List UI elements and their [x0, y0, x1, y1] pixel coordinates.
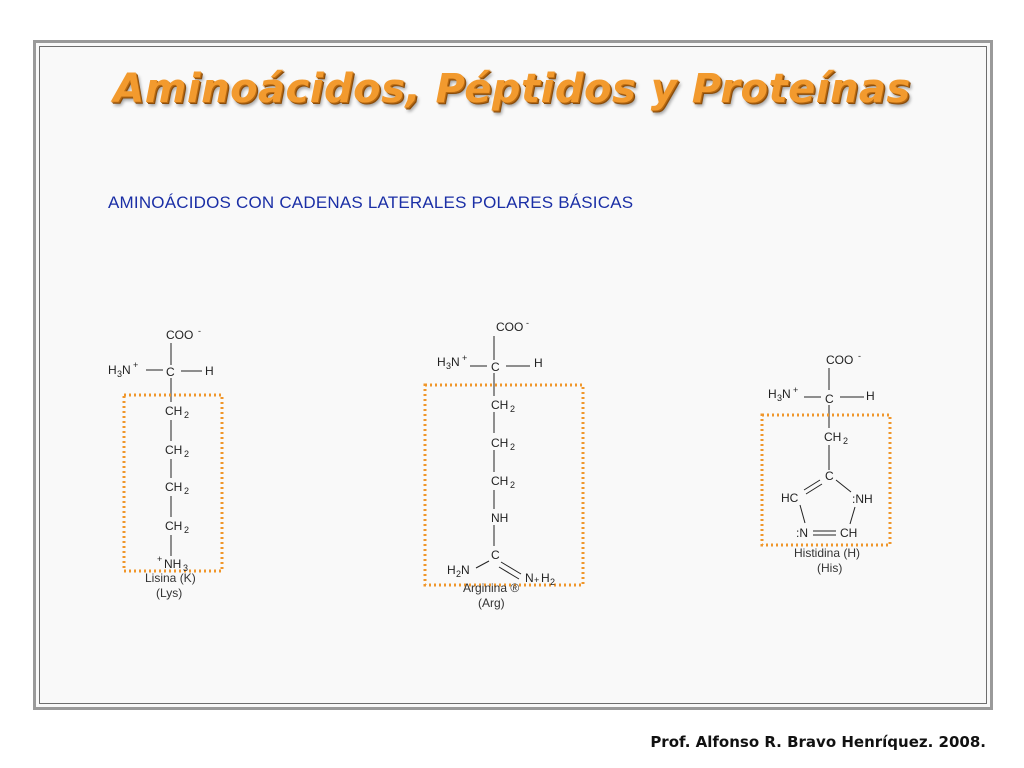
svg-text:-: - — [198, 326, 201, 336]
svg-text:NH: NH — [164, 557, 182, 571]
svg-text:COO: COO — [496, 320, 524, 334]
svg-text:+: + — [157, 554, 163, 564]
svg-text:H: H — [205, 364, 214, 378]
histidina-name: Histidina (H) — [794, 546, 861, 560]
svg-text:CH: CH — [165, 480, 183, 494]
svg-text:COO: COO — [166, 328, 194, 342]
svg-text:2: 2 — [843, 436, 849, 446]
svg-text:H: H — [541, 571, 550, 585]
svg-text:CH: CH — [824, 430, 842, 444]
svg-text:-: - — [858, 351, 861, 361]
svg-text:CH: CH — [165, 519, 183, 533]
svg-text:2: 2 — [184, 525, 190, 535]
svg-text:+: + — [133, 360, 139, 370]
svg-text:C: C — [491, 548, 500, 562]
svg-text:H: H — [768, 387, 777, 401]
svg-text:H: H — [437, 355, 446, 369]
section-subtitle: AMINOÁCIDOS CON CADENAS LATERALES POLARES BÁSICAS — [108, 193, 634, 212]
svg-text:N: N — [122, 363, 131, 377]
svg-text:C: C — [825, 392, 834, 406]
svg-text:N: N — [461, 563, 470, 577]
svg-text:H: H — [866, 389, 875, 403]
svg-text:CH: CH — [165, 443, 183, 457]
svg-text:3: 3 — [183, 563, 189, 573]
lisina-abbr: (Lys) — [156, 586, 183, 600]
svg-text:+: + — [793, 385, 799, 395]
arginina-abbr: (Arg) — [478, 596, 505, 610]
svg-text:H: H — [108, 363, 117, 377]
svg-text:3: 3 — [117, 369, 123, 379]
svg-text:N: N — [451, 355, 460, 369]
author-footer: Prof. Alfonso R. Bravo Henríquez. 2008. — [650, 733, 986, 751]
slide-title: Aminoácidos, Péptidos y Proteínas — [113, 66, 911, 112]
svg-text:3: 3 — [446, 361, 452, 371]
svg-text:2: 2 — [184, 486, 190, 496]
svg-text:3: 3 — [777, 393, 783, 403]
svg-text:CH: CH — [165, 404, 183, 418]
svg-text:COO: COO — [826, 353, 854, 367]
svg-text:NH: NH — [491, 511, 509, 525]
svg-text:H: H — [447, 563, 456, 577]
lisina-name: Lisina (K) — [145, 571, 196, 585]
svg-text:CH: CH — [491, 474, 509, 488]
svg-text:2: 2 — [550, 577, 556, 587]
svg-text:2: 2 — [510, 480, 516, 490]
svg-text:N: N — [782, 387, 791, 401]
svg-text:+: + — [462, 353, 468, 363]
svg-text:2: 2 — [510, 442, 516, 452]
svg-text:CH: CH — [491, 398, 509, 412]
arginina-name: Arginina ® — [463, 581, 520, 595]
svg-text:C: C — [166, 365, 175, 379]
svg-text:N: N — [525, 571, 534, 585]
histidina-abbr: (His) — [817, 561, 843, 575]
svg-text:C: C — [491, 360, 500, 374]
svg-text:CH: CH — [840, 526, 858, 540]
svg-text:+: + — [534, 575, 540, 585]
svg-text:HC: HC — [781, 491, 799, 505]
svg-text::NH: :NH — [852, 492, 873, 506]
svg-text:2: 2 — [184, 449, 190, 459]
svg-text:2: 2 — [456, 569, 462, 579]
svg-text::N: :N — [796, 526, 808, 540]
svg-text:2: 2 — [510, 404, 516, 414]
svg-text:CH: CH — [491, 436, 509, 450]
svg-text:2: 2 — [184, 410, 190, 420]
svg-text:H: H — [534, 356, 543, 370]
svg-text:C: C — [825, 469, 834, 483]
svg-text:-: - — [526, 318, 529, 328]
